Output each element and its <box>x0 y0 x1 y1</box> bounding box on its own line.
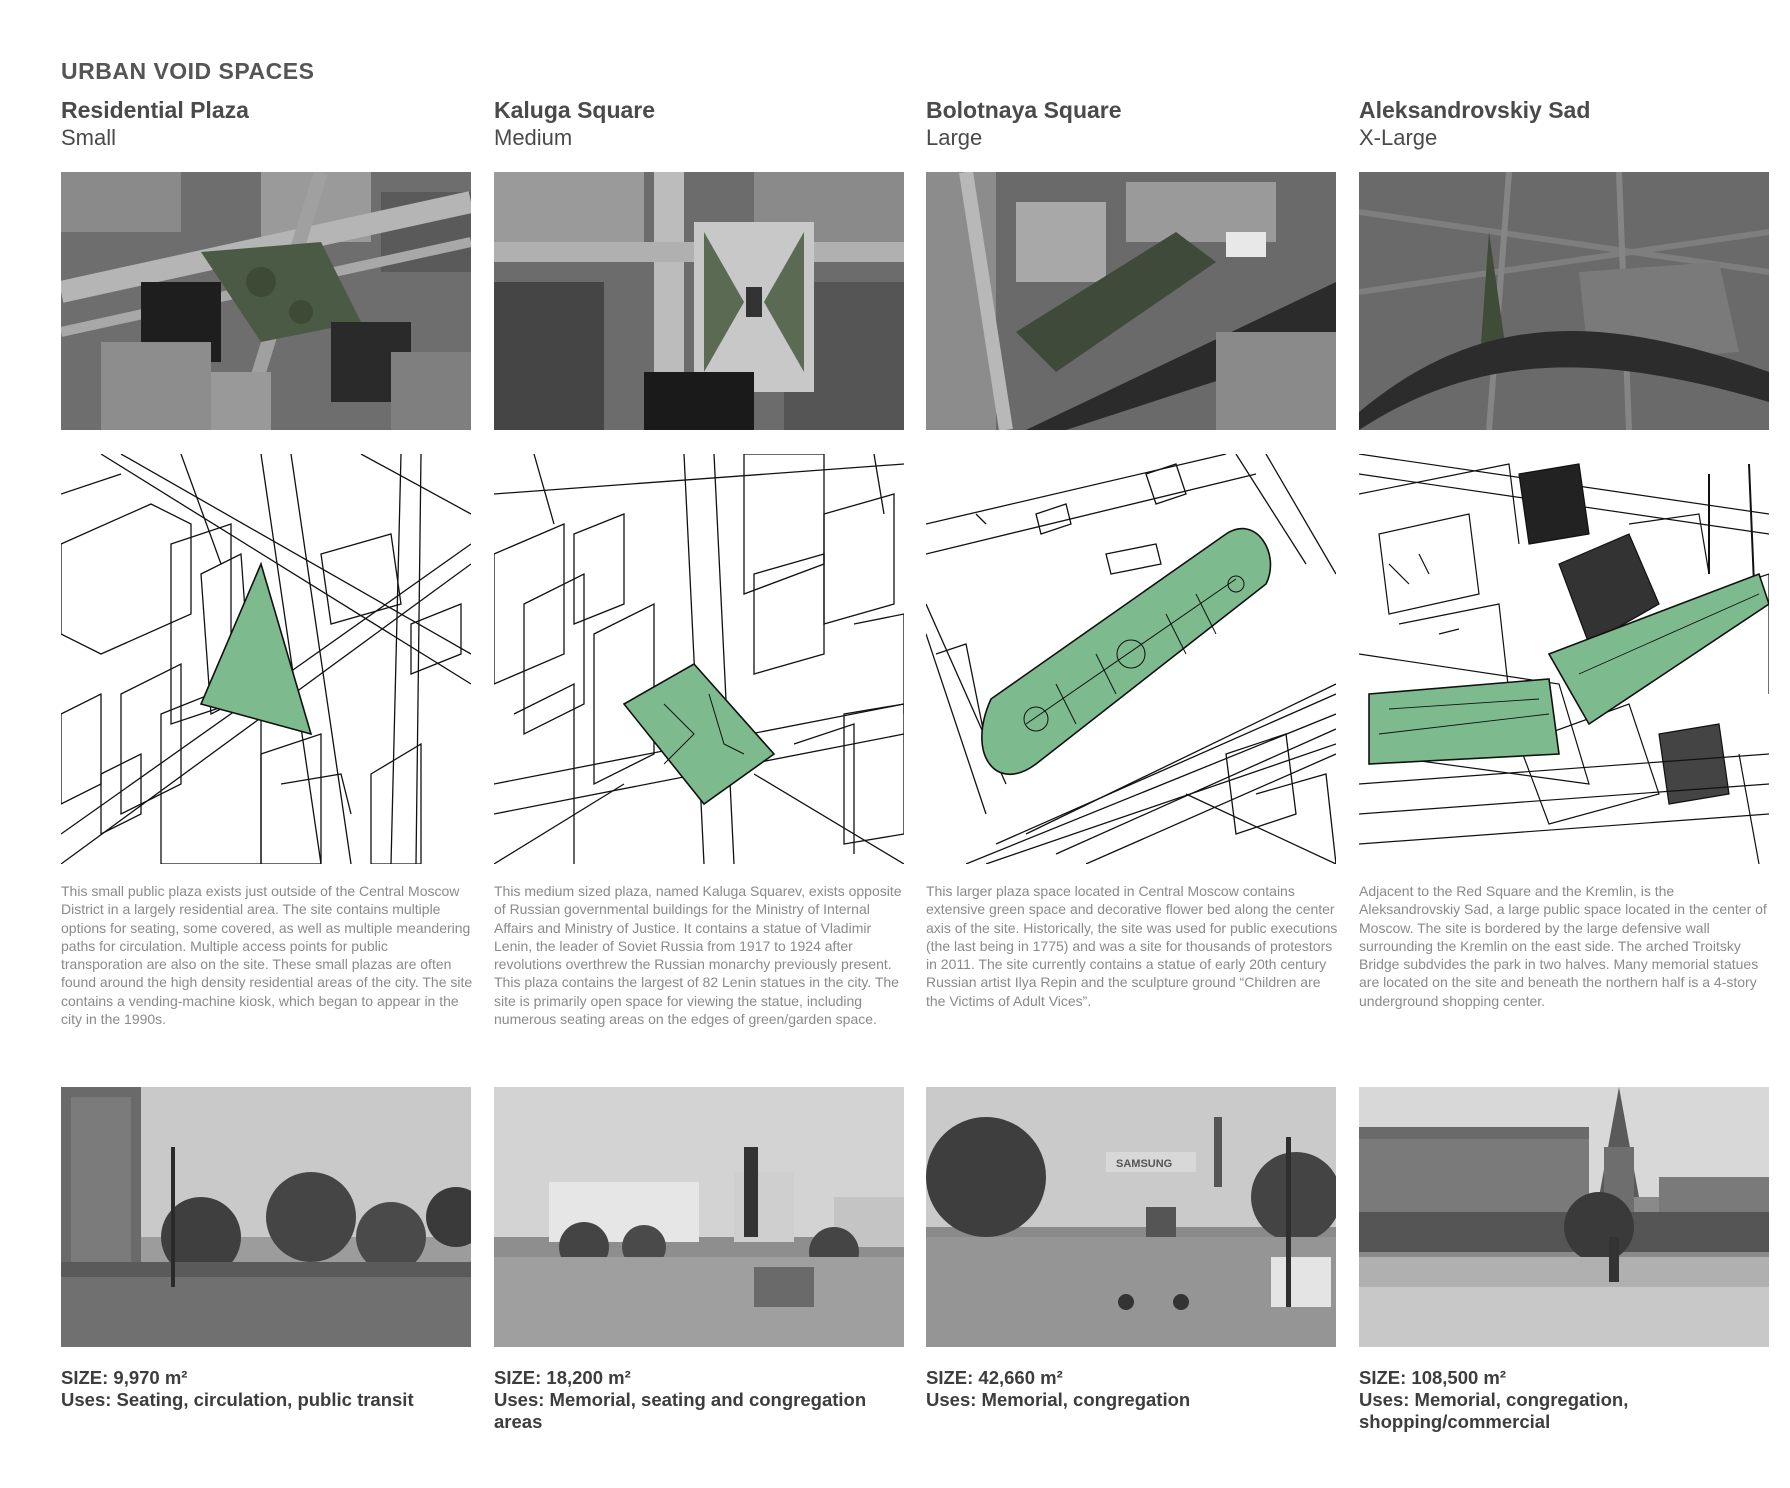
site-size: SIZE: 42,660 m² <box>926 1367 1063 1388</box>
signage-text: SAMSUNG <box>1116 1158 1173 1170</box>
street-photo <box>1359 1087 1769 1347</box>
site-diagram <box>61 454 471 864</box>
site-size-class: Large <box>926 125 983 150</box>
site-column-kaluga-square <box>494 96 904 1432</box>
section-title: URBAN VOID SPACES <box>61 58 315 84</box>
aerial-photo <box>494 172 904 430</box>
site-name: Bolotnaya Square <box>926 97 1122 123</box>
site-size: SIZE: 18,200 m² <box>494 1367 631 1388</box>
site-stats <box>61 1367 471 1411</box>
aerial-photo <box>926 172 1336 430</box>
site-name: Kaluga Square <box>494 97 656 123</box>
site-description: This small public plaza exists just outside of the Central Moscow District in a largely residential area. The site contains multiple options for seating, some covered, as well as multiple meandering paths for circulation. Multiple access points for public transporation are also on the site. These small plazas are often found around the high density residential areas of the city. The site contains a vending-machine kiosk, which began to appear in the city in the 1990s. <box>61 883 473 1028</box>
site-stats <box>494 1367 904 1433</box>
site-description: Adjacent to the Red Square and the Kremlin, is the Aleksandrovskiy Sad, a large public space located in the center of Moscow. The site is bordered by the large defensive wall surrounding the Kremlin on the east side. The arched Troitsky Bridge subdvides the park in two halves. Many memorial statues are located on the site and beneath the northern half is a 4-story underground shopping center. <box>1359 883 1767 1009</box>
site-uses: Uses: Memorial, seating and congregation areas <box>494 1389 867 1432</box>
site-uses: Uses: Memorial, congregation, shopping/commercial <box>1359 1389 1629 1432</box>
site-stats <box>1359 1367 1769 1433</box>
site-column-aleksandrovskiy-sad <box>1359 96 1769 1432</box>
aerial-photo <box>61 172 471 430</box>
street-photo <box>61 1087 471 1347</box>
site-name: Residential Plaza <box>61 97 249 123</box>
site-name: Aleksandrovskiy Sad <box>1359 97 1591 123</box>
site-description: This medium sized plaza, named Kaluga Squarev, exists opposite of Russian governmental buildings for the Ministry of Internal Affairs and Ministry of Justice. It contains a statue of Vladimir Lenin, the leader of Soviet Russia from 1917 to 1924 after revolutions overthrew the Russian monarchy previously present. This plaza contains the largest of 82 Lenin statues in the city. The site is primarily open space for viewing the statue, including numerous seating areas on the edges of green/garden space. <box>494 883 902 1028</box>
aerial-photo <box>1359 172 1769 430</box>
site-size-class: Small <box>61 125 117 150</box>
site-uses: Uses: Memorial, congregation <box>926 1389 1191 1410</box>
site-size-class: Medium <box>494 125 573 150</box>
site-diagram <box>1359 454 1769 864</box>
street-photo <box>494 1087 904 1347</box>
site-uses: Uses: Seating, circulation, public transit <box>61 1389 414 1410</box>
site-description: This larger plaza space located in Central Moscow contains extensive green space and decorative flower bed along the center axis of the site. Historically, the site was used for public executions (the last being in 1775) and was a site for thousands of protestors in 2011. The site currently contains a statue of early 20th century Russian artist Ilya Repin and the sculpture ground “Children are the Victims of Adult Vices”. <box>926 883 1338 1009</box>
street-photo <box>926 1087 1336 1347</box>
site-diagram <box>494 454 904 864</box>
site-column-bolotnaya-square <box>926 96 1338 1410</box>
site-size: SIZE: 108,500 m² <box>1359 1367 1507 1388</box>
site-size: SIZE: 9,970 m² <box>61 1367 188 1388</box>
site-column-residential-plaza <box>61 96 473 1410</box>
site-size-class: X-Large <box>1359 125 1438 150</box>
site-stats <box>926 1367 1336 1411</box>
site-diagram <box>926 454 1336 864</box>
